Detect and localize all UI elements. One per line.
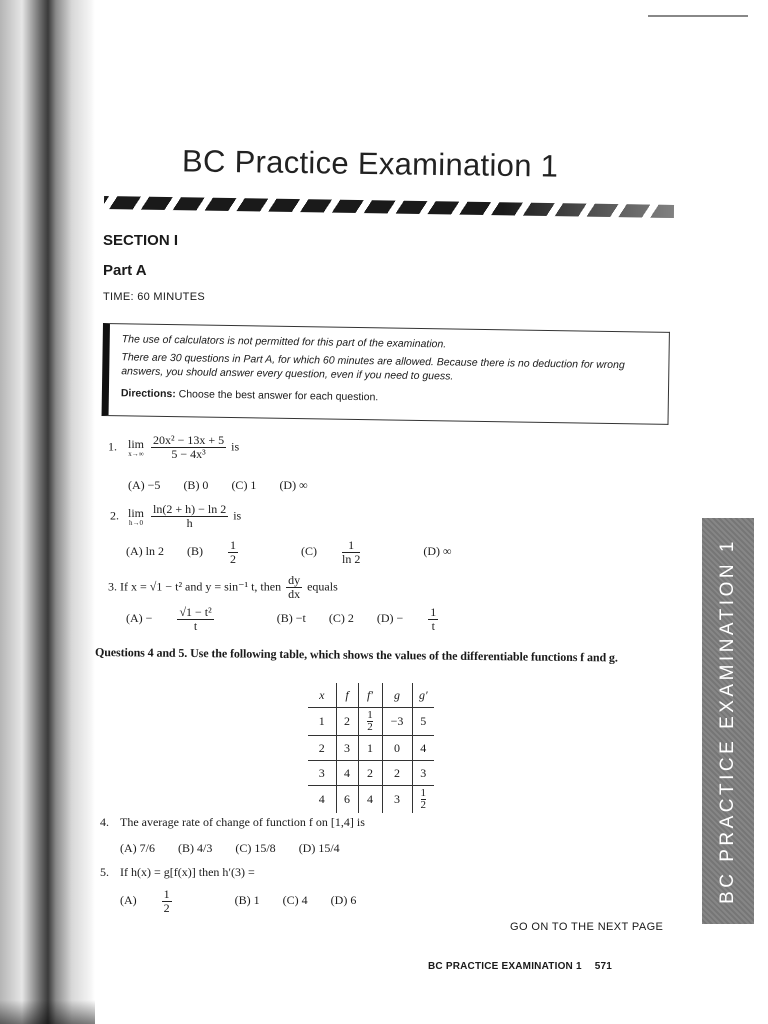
question-4-choices — [120, 841, 360, 856]
top-edge-line — [648, 15, 748, 17]
table-cell: 3 — [336, 736, 358, 761]
limit-fraction — [151, 434, 226, 461]
table-cell: −3 — [382, 708, 412, 736]
choice-b — [187, 538, 278, 566]
limit-operator — [128, 507, 144, 527]
question-1-choices — [128, 478, 328, 493]
fraction-denominator: 2 — [367, 721, 373, 733]
table-cell: 3 — [382, 786, 412, 814]
choice-label: (D) − — [376, 611, 404, 626]
choice-c: (C) 2 — [328, 611, 354, 626]
fraction-denominator: 5 − 4x³ — [171, 447, 206, 461]
page-title: BC Practice Examination 1 — [181, 143, 559, 184]
function-values-table — [308, 683, 434, 813]
section-heading: SECTION I — [103, 232, 179, 249]
choice-a: (A) −5 — [128, 478, 161, 492]
directions-box — [102, 323, 670, 425]
question-tail: is — [233, 508, 242, 523]
table-row — [308, 786, 434, 814]
directions-line — [121, 386, 658, 408]
choice-fraction — [428, 606, 458, 633]
fraction-numerator: ln(2 + h) − ln 2 — [153, 502, 227, 516]
derivative-fraction — [286, 574, 302, 601]
table-header: g′ — [412, 683, 434, 708]
lim-subscript: h→0 — [129, 518, 143, 527]
question-3-choices — [126, 606, 498, 633]
choice-label: (A) − — [126, 611, 153, 626]
fraction-numerator: 1 — [163, 887, 170, 901]
part-heading: Part A — [103, 262, 147, 279]
table-cell: 4 — [308, 786, 336, 814]
choice-b: (B) −t — [276, 611, 306, 626]
fraction-numerator: 1 — [230, 538, 236, 552]
question-number: 3. — [108, 579, 117, 594]
choice-d — [376, 605, 478, 633]
table-cell: 4 — [358, 786, 382, 814]
fraction-denominator: t — [431, 619, 435, 633]
question-2 — [110, 503, 241, 530]
question-number: 2. — [110, 508, 119, 523]
table-cell: 2 — [358, 761, 382, 786]
table-header: f′ — [358, 683, 382, 708]
fraction-denominator: dx — [288, 587, 301, 601]
table-row — [308, 761, 434, 786]
table-cell: 4 — [336, 761, 358, 786]
table-cell — [412, 786, 434, 814]
choice-b: (B) 4/3 — [178, 841, 213, 855]
choice-a — [120, 887, 212, 915]
fraction-denominator: h — [186, 516, 193, 530]
table-header-row — [308, 683, 434, 708]
table-header: f — [336, 683, 358, 708]
choice-fraction — [342, 539, 380, 566]
choice-fraction — [228, 539, 258, 566]
lim-word: lim — [128, 505, 145, 520]
question-text: If h(x) = g[f(x)] then h′(3) = — [120, 865, 255, 879]
lim-subscript: x→∞ — [128, 449, 144, 458]
fraction-numerator: √1 − t² — [179, 605, 212, 619]
choice-c: (C) 4 — [282, 893, 308, 908]
question-tail: is — [231, 439, 240, 454]
go-on-notice: GO ON TO THE NEXT PAGE — [510, 921, 664, 933]
question-5-choices — [120, 888, 376, 915]
decorative-stripe-bar — [104, 196, 674, 218]
table-cell: 5 — [412, 708, 434, 736]
page-footer — [428, 961, 612, 972]
choice-b: (B) 0 — [183, 478, 209, 492]
question-tail: equals — [307, 579, 338, 594]
choice-a: (A) 7/6 — [120, 841, 155, 855]
table-cell: 2 — [336, 708, 358, 736]
table-cell: 1 — [318, 714, 325, 728]
page-top-margin — [0, 0, 768, 14]
table-cell: 1 — [358, 736, 382, 761]
page-number: 571 — [594, 961, 612, 972]
fraction-denominator: 2 — [163, 901, 170, 915]
time-limit: TIME: 60 MINUTES — [103, 291, 205, 303]
footer-title: BC PRACTICE EXAMINATION 1 — [428, 961, 582, 972]
table-header: x — [308, 683, 336, 708]
choice-fraction — [162, 888, 192, 915]
table-cell: 2 — [308, 736, 336, 761]
fraction-denominator: ln 2 — [342, 552, 361, 566]
side-tab-label: BC PRACTICE EXAMINATION 1 — [717, 538, 738, 904]
fraction-numerator: 20x² − 13x + 5 — [153, 433, 225, 447]
choice-d: (D) 6 — [330, 893, 357, 908]
choice-c — [301, 538, 400, 566]
question-number: 1. — [108, 439, 117, 454]
table-cell: 4 — [412, 736, 434, 761]
fraction-denominator: 2 — [230, 552, 236, 566]
fraction-numerator: 1 — [430, 605, 437, 619]
fraction-numerator: dy — [288, 573, 301, 587]
question-2-choices — [126, 539, 472, 566]
limit-operator — [128, 438, 144, 458]
choice-d: (D) ∞ — [279, 478, 308, 492]
question-number: 5. — [100, 865, 109, 879]
table-cell: 6 — [336, 786, 358, 814]
fraction-denominator: t — [193, 619, 198, 633]
choice-fraction — [177, 606, 233, 633]
question-text: If x = √1 − t² and y = sin⁻¹ t, then — [120, 579, 282, 594]
fraction-numerator: 1 — [420, 787, 426, 799]
question-count-notice: There are 30 questions in Part A, for which 60 minutes are allowed. Because there is no deduction for wrong answers, you should answer every question, even if you need to guess. — [121, 351, 625, 383]
question-4 — [100, 815, 365, 830]
choice-c: (C) 1 — [231, 478, 257, 492]
table-row — [308, 708, 434, 736]
choice-b: (B) 1 — [234, 893, 260, 908]
directions-text: Choose the best answer for each question. — [178, 388, 379, 404]
question-5 — [100, 865, 255, 880]
cell-fraction — [421, 788, 427, 811]
choice-label: (C) — [301, 544, 317, 559]
fraction-numerator: 1 — [367, 709, 373, 721]
fraction-denominator: 2 — [420, 799, 426, 811]
choice-a — [126, 605, 254, 633]
table-cell: 0 — [382, 736, 412, 761]
choice-label: (B) — [187, 544, 203, 559]
fraction-numerator: 1 — [342, 539, 360, 553]
choice-d: (D) 15/4 — [298, 841, 340, 855]
choice-a: (A) ln 2 — [126, 544, 164, 559]
choice-c: (C) 15/8 — [235, 841, 276, 855]
table-row — [308, 736, 434, 761]
choice-d: (D) ∞ — [423, 544, 452, 559]
table-cell: 3 — [308, 761, 336, 786]
lim-word: lim — [128, 436, 145, 451]
question-1 — [108, 434, 239, 461]
book-spine-shadow — [0, 0, 95, 1024]
choice-label: (A) — [120, 893, 137, 908]
calculator-notice: The use of calculators is not permitted for this part of the examination. — [121, 333, 447, 351]
cell-fraction — [367, 710, 373, 733]
question-number: 4. — [100, 815, 109, 829]
questions-4-5-intro: Questions 4 and 5. Use the following table, which shows the values of the differentiable functions f and g. — [94, 645, 618, 665]
table-header: g — [382, 683, 412, 708]
table-cell — [358, 708, 382, 736]
table-cell: 3 — [412, 761, 434, 786]
limit-fraction — [151, 503, 228, 530]
table-cell: 2 — [382, 761, 412, 786]
question-3 — [108, 574, 338, 601]
question-text: The average rate of change of function f on [1,4] is — [120, 815, 365, 829]
bottom-corner-shadow — [0, 1000, 95, 1024]
directions-label: Directions: — [120, 387, 176, 401]
